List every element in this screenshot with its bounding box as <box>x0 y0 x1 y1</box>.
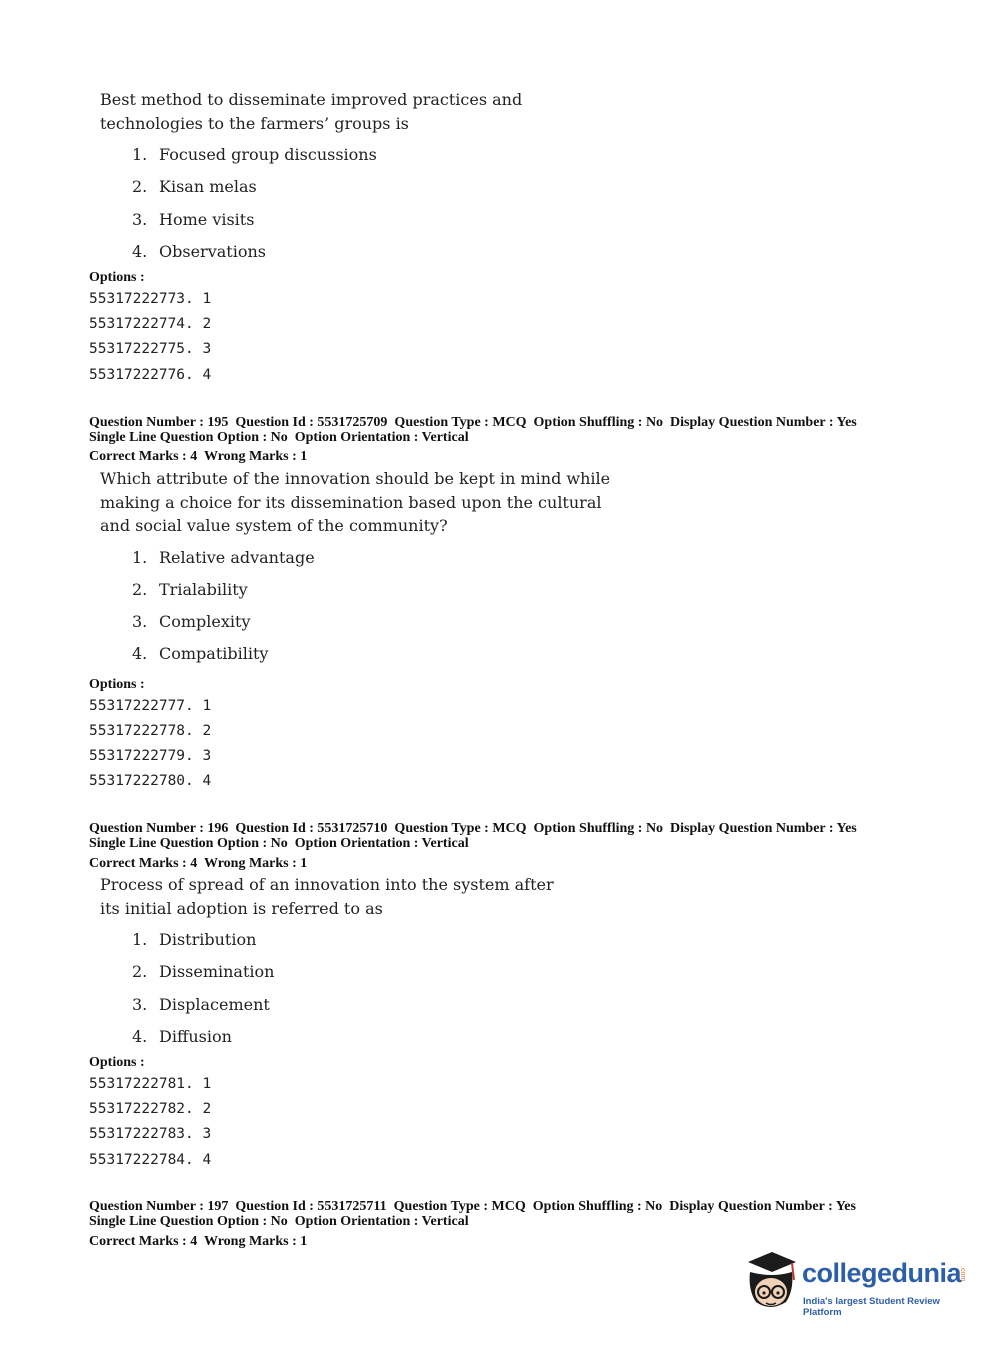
choice-item: 3. Complexity <box>132 612 251 631</box>
question-text: Process of spread of an innovation into the system after its initial adoption is referred to as <box>100 875 554 918</box>
question-marks: Correct Marks : 4 Wrong Marks : 1 <box>89 1234 308 1249</box>
choice-item: 1. Distribution <box>132 930 257 949</box>
question-meta: Single Line Question Option : No Option Orientation : Vertical <box>89 430 469 445</box>
choice-item: 3. Home visits <box>132 210 255 229</box>
option-id: 55317222777. 1 <box>89 698 212 714</box>
mascot-icon <box>742 1250 800 1316</box>
collegedunia-logo <box>742 1250 972 1316</box>
question-text: Which attribute of the innovation should be kept in mind while making a choice for its dissemination based upon the cultural and social value system of the community? <box>100 469 611 535</box>
choice-item: 4. Observations <box>132 242 266 261</box>
option-id: 55317222780. 4 <box>89 773 212 789</box>
question-meta: Question Number : 197 Question Id : 5531725711 Question Type : MCQ Option Shuffling : No Display Question Number : Yes <box>89 1199 856 1214</box>
choice-item: 1. Relative advantage <box>132 548 315 567</box>
choice-item: 4. Compatibility <box>132 644 269 663</box>
choice-item: 2. Dissemination <box>132 962 275 981</box>
options-heading: Options : <box>89 677 145 692</box>
question-text: Best method to disseminate improved practices and technologies to the farmers’ groups is <box>100 90 523 133</box>
choice-item: 3. Displacement <box>132 995 270 1014</box>
choice-item: 1. Focused group discussions <box>132 145 377 164</box>
options-heading: Options : <box>89 1055 145 1070</box>
options-heading: Options : <box>89 270 145 285</box>
option-id: 55317222776. 4 <box>89 367 212 383</box>
question-meta: Question Number : 196 Question Id : 5531725710 Question Type : MCQ Option Shuffling : No Display Question Number : Yes <box>89 821 857 836</box>
option-id: 55317222784. 4 <box>89 1152 212 1168</box>
logo-tagline: India's largest Student Review Platform <box>803 1296 940 1318</box>
question-meta: Question Number : 195 Question Id : 5531725709 Question Type : MCQ Option Shuffling : No Display Question Number : Yes <box>89 415 857 430</box>
option-id: 55317222773. 1 <box>89 291 212 307</box>
question-marks: Correct Marks : 4 Wrong Marks : 1 <box>89 856 308 871</box>
question-meta: Single Line Question Option : No Option Orientation : Vertical <box>89 836 469 851</box>
option-id: 55317222779. 3 <box>89 748 212 764</box>
question-meta: Single Line Question Option : No Option Orientation : Vertical <box>89 1214 469 1229</box>
option-id: 55317222782. 2 <box>89 1101 212 1117</box>
logo-wordmark: collegedunia <box>802 1258 962 1288</box>
choice-item: 2. Trialability <box>132 580 248 599</box>
option-id: 55317222781. 1 <box>89 1076 212 1092</box>
question-marks: Correct Marks : 4 Wrong Marks : 1 <box>89 449 308 464</box>
option-id: 55317222783. 3 <box>89 1126 212 1142</box>
choice-item: 2. Kisan melas <box>132 177 257 196</box>
choice-item: 4. Diffusion <box>132 1027 232 1046</box>
option-id: 55317222774. 2 <box>89 316 212 332</box>
logo-domain-suffix: .com <box>959 1266 966 1282</box>
option-id: 55317222775. 3 <box>89 341 212 357</box>
option-id: 55317222778. 2 <box>89 723 212 739</box>
